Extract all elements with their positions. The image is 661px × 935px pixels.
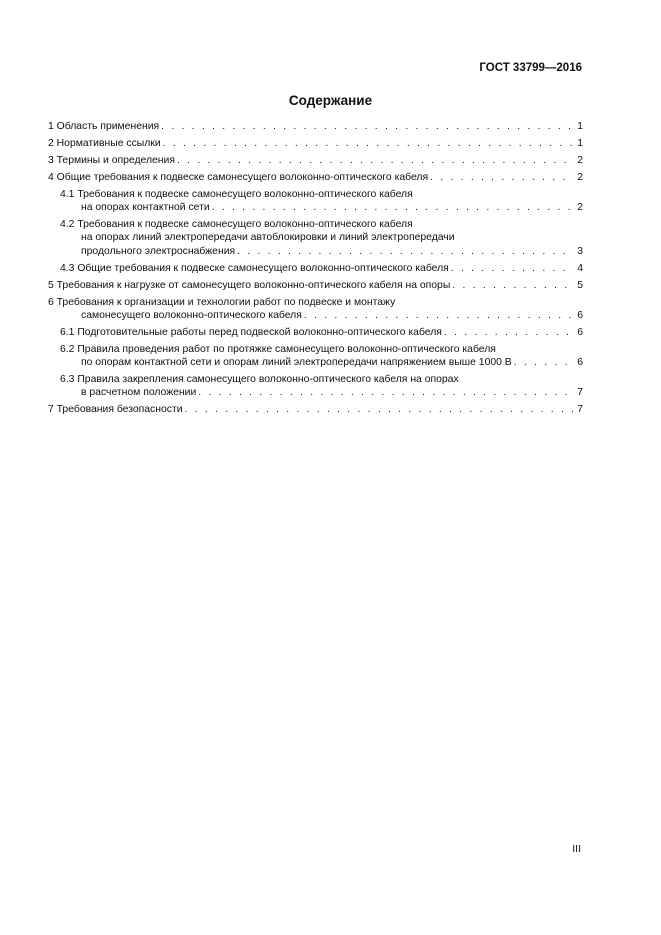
toc-entry[interactable] xyxy=(48,137,583,150)
dot-leader xyxy=(451,262,573,275)
toc-page-number: 5 xyxy=(577,279,583,291)
toc-entry-text: 1 Область применения xyxy=(48,121,160,132)
dot-leader xyxy=(185,403,573,416)
toc-entry-text: по опорам контактной сети и опорам линий электропередачи напряжением выше 1000 В xyxy=(81,357,512,369)
toc-entry[interactable] xyxy=(48,279,583,292)
toc-entry-text: 6 Требования к организации и технологии работ по подвеске и монтажу xyxy=(48,296,396,308)
document-standard-number: ГОСТ 33799—2016 xyxy=(479,62,582,74)
toc-entry[interactable] xyxy=(48,218,583,258)
toc-entry[interactable] xyxy=(48,188,583,214)
toc-entry[interactable] xyxy=(48,343,583,369)
toc-entry[interactable] xyxy=(48,120,583,133)
toc-entry-text: 3 Термины и определения xyxy=(48,155,175,166)
dot-leader xyxy=(177,154,573,167)
toc-entry-text: 6.3 Правила закрепления самонесущего волоконно-оптического кабеля на опорах xyxy=(60,374,459,386)
toc-page-number: 7 xyxy=(577,387,583,399)
toc-entry-text: на опорах линий электропередачи автоблокировки и линий электропередачи xyxy=(81,232,455,244)
toc-entry-text: 7 Требования безопасности xyxy=(48,404,183,416)
dot-leader xyxy=(237,245,573,258)
dot-leader xyxy=(430,171,573,184)
toc-entry-text: 6.1 Подготовительные работы перед подвеской волоконно-оптического кабеля xyxy=(60,326,442,338)
toc-entry-text: 6.2 Правила проведения работ по протяжке самонесущего волоконно-оптического кабеля xyxy=(60,343,496,355)
toc-entry[interactable] xyxy=(48,171,583,184)
page-number: III xyxy=(572,843,581,855)
toc-page-number: 1 xyxy=(577,138,583,149)
toc-entry[interactable] xyxy=(48,326,583,339)
toc-page-number: 2 xyxy=(577,202,583,214)
toc-page-number: 2 xyxy=(577,155,583,166)
dot-leader xyxy=(452,279,573,292)
toc-entry-text: продольного электроснабжения xyxy=(81,245,236,257)
dot-leader xyxy=(212,201,573,214)
toc-entry-text: 4.2 Требования к подвеске самонесущего волоконно-оптического кабеля xyxy=(60,219,413,231)
dot-leader xyxy=(444,326,573,339)
table-of-contents xyxy=(48,120,583,420)
dot-leader xyxy=(514,356,573,369)
toc-page-number: 6 xyxy=(577,309,583,321)
toc-page-number: 7 xyxy=(577,404,583,416)
toc-page-number: 1 xyxy=(577,121,583,132)
toc-page-number: 2 xyxy=(577,172,583,183)
page-title: Содержание xyxy=(288,93,373,108)
dot-leader xyxy=(304,309,573,322)
toc-entry-text: 4 Общие требования к подвеске самонесущего волоконно-оптического кабеля xyxy=(48,172,429,183)
toc-entry-text: на опорах контактной сети xyxy=(81,202,210,214)
toc-entry-text: 4.1 Требования к подвеске самонесущего волоконно-оптического кабеля xyxy=(60,189,413,200)
dot-leader xyxy=(163,137,573,150)
toc-entry[interactable] xyxy=(48,403,583,416)
toc-entry-text: 4.3 Общие требования к подвеске самонесущего волоконно-оптического кабеля xyxy=(60,262,449,274)
toc-entry-text: 5 Требования к нагрузке от самонесущего волоконно-оптического кабеля на опоры xyxy=(48,279,451,291)
toc-page-number: 3 xyxy=(577,245,583,257)
toc-entry[interactable] xyxy=(48,373,583,399)
toc-page-number: 6 xyxy=(577,326,583,338)
dot-leader xyxy=(161,120,573,133)
toc-page-number: 6 xyxy=(577,357,583,369)
dot-leader xyxy=(198,386,573,399)
toc-entry-text: 2 Нормативные ссылки xyxy=(48,138,161,149)
toc-entry[interactable] xyxy=(48,154,583,167)
toc-page-number: 4 xyxy=(577,262,583,274)
toc-entry-text: в расчетном положении xyxy=(81,387,197,399)
toc-entry[interactable] xyxy=(48,296,583,322)
toc-entry-text: самонесущего волоконно-оптического кабеля xyxy=(81,309,302,321)
toc-entry[interactable] xyxy=(48,262,583,275)
